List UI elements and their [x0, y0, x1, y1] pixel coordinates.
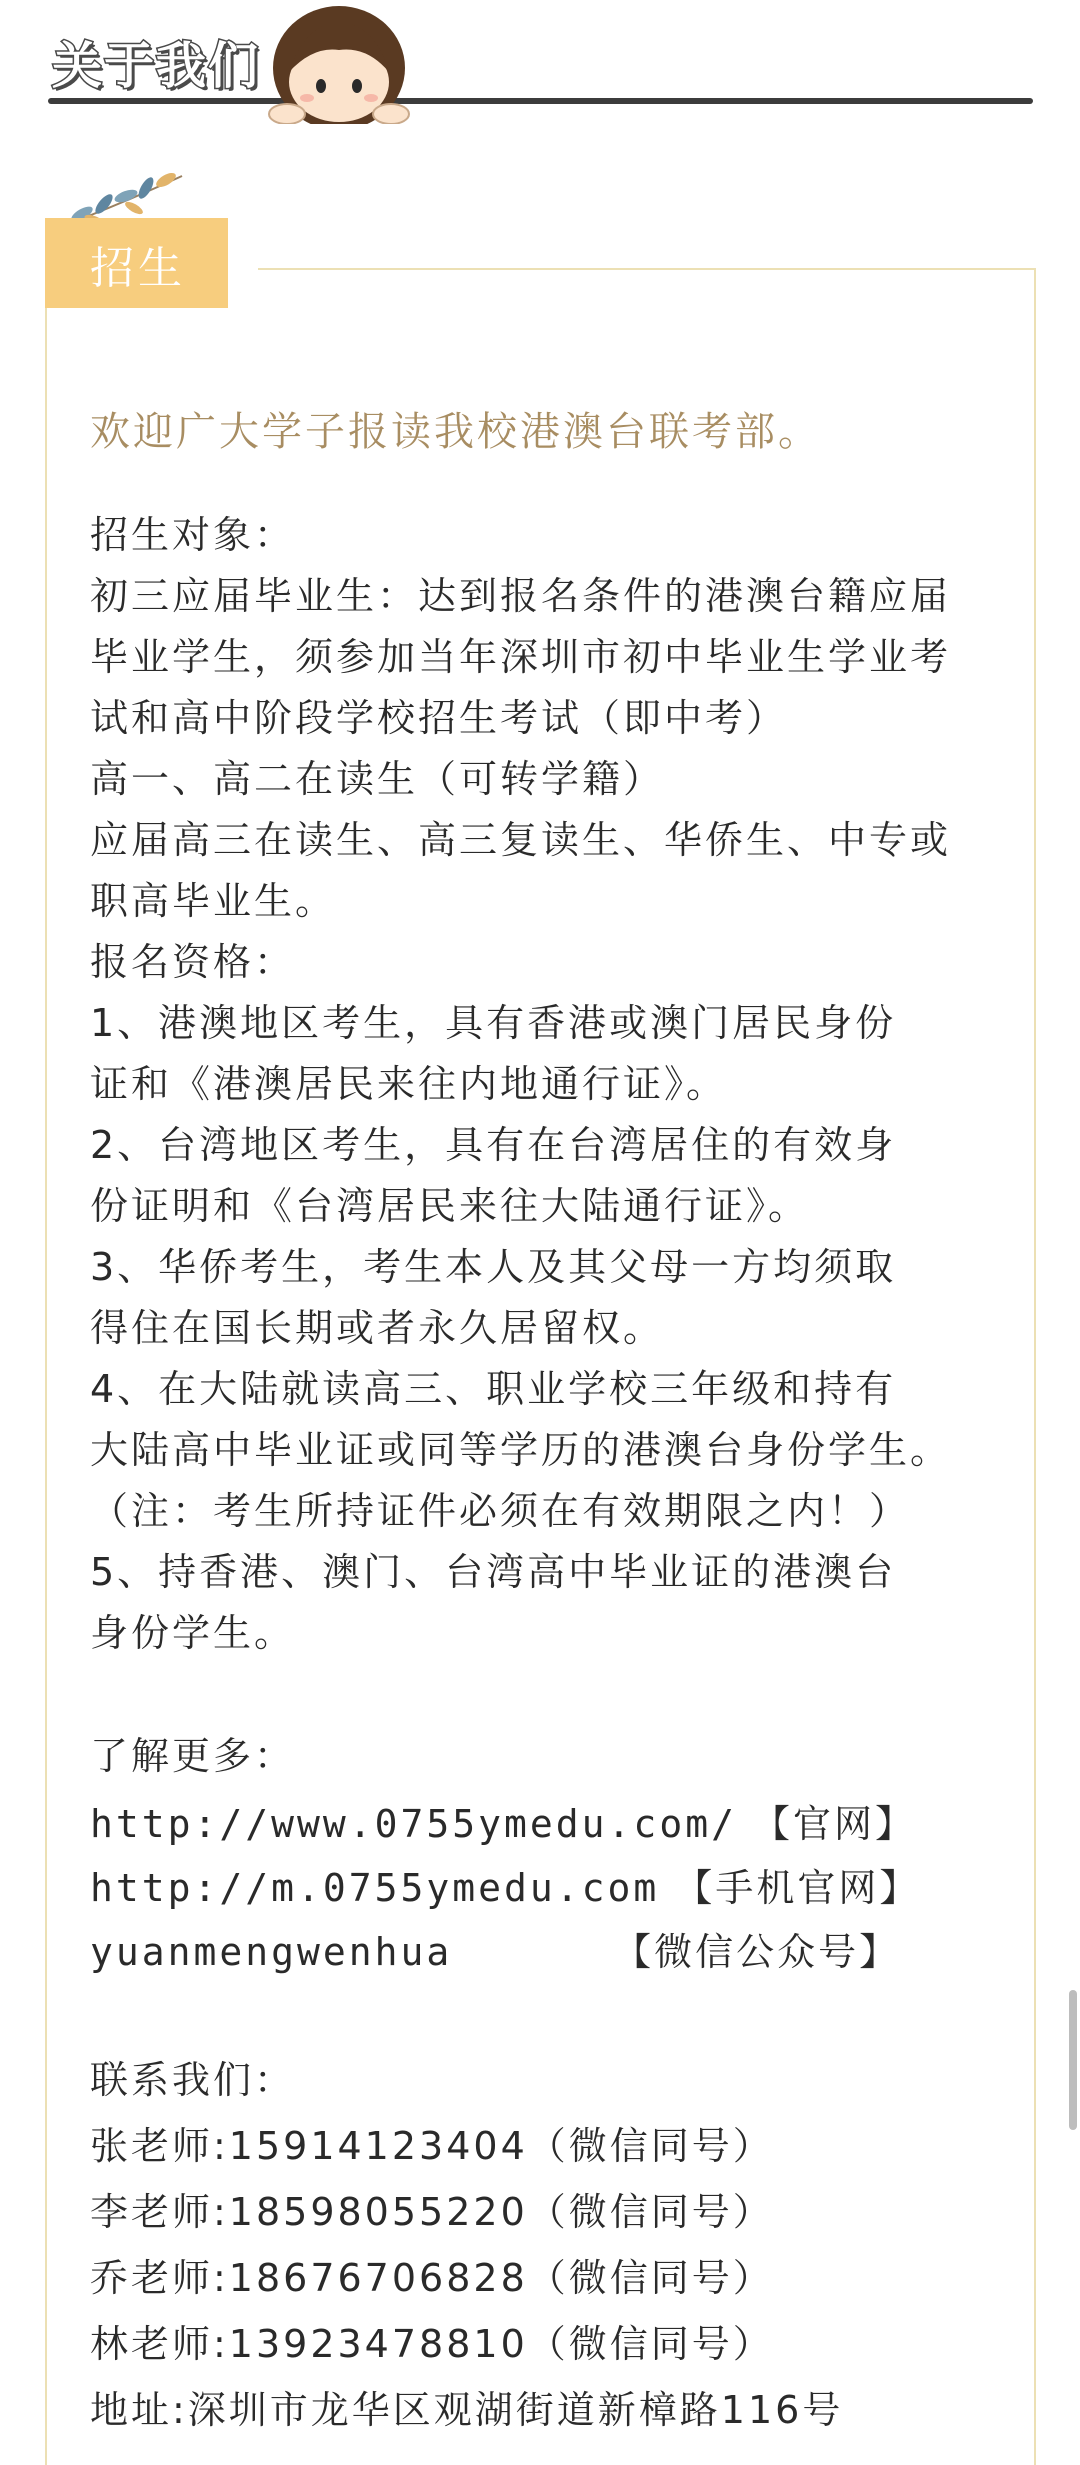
learn-more-title: 了解更多： — [90, 1734, 296, 1778]
body-line: 招生对象： — [90, 513, 296, 557]
header-banner — [0, 0, 1080, 135]
body-line: 应届高三在读生、高三复读生、华侨生、中专或 — [90, 818, 952, 862]
body-line: 证和《港澳居民来往内地通行证》。 — [90, 1062, 728, 1106]
link-row-mobile[interactable] — [90, 1858, 920, 1918]
link-row-wechat — [90, 1922, 900, 1982]
intro-text: 欢迎广大学子报读我校港澳台联考部。 — [90, 409, 821, 455]
frame-border-left — [45, 308, 47, 2465]
website-url[interactable]: http://www.0755ymedu.com/ — [90, 1802, 737, 1846]
body-line: 1、港澳地区考生，具有香港或澳门居民身份 — [90, 1001, 897, 1045]
header-title: 关于我们 — [52, 37, 260, 95]
address-item: 地址:深圳市龙华区观湖街道新樟路116号 — [90, 2388, 844, 2432]
girl-mascot-icon — [255, 2, 423, 124]
body-line: 4、在大陆就读高三、职业学校三年级和持有 — [90, 1367, 897, 1411]
mobile-label: 【手机官网】 — [674, 1866, 921, 1910]
wechat-label: 【微信公众号】 — [613, 1930, 901, 1974]
contact-title: 联系我们： — [90, 2058, 296, 2102]
section-tag-label: 招生 — [90, 243, 186, 294]
body-line: 身份学生。 — [90, 1611, 296, 1655]
body-line: 初三应届毕业生：达到报名条件的港澳台籍应届 — [90, 574, 952, 618]
wechat-id: yuanmengwenhua — [90, 1930, 453, 1974]
scrollbar-thumb[interactable] — [1069, 1990, 1077, 2130]
body-line: 3、华侨考生，考生本人及其父母一方均须取 — [90, 1245, 897, 1289]
body-line: 试和高中阶段学校招生考试（即中考） — [90, 696, 788, 740]
contact-item: 乔老师:18676706828（微信同号） — [90, 2256, 774, 2300]
frame-border-top — [258, 268, 1036, 270]
header-divider — [48, 98, 1033, 104]
body-line: 高一、高二在读生（可转学籍） — [90, 757, 665, 801]
website-label: 【官网】 — [752, 1802, 917, 1846]
body-line: （注：考生所持证件必须在有效期限之内！） — [90, 1489, 911, 1533]
body-line: 职高毕业生。 — [90, 879, 337, 923]
body-line: 份证明和《台湾居民来往大陆通行证》。 — [90, 1184, 810, 1228]
contact-item: 林老师:13923478810（微信同号） — [90, 2322, 774, 2366]
mobile-url[interactable]: http://m.0755ymedu.com — [90, 1866, 660, 1910]
body-line: 得住在国长期或者永久居留权。 — [90, 1306, 665, 1350]
body-line: 大陆高中毕业证或同等学历的港澳台身份学生。 — [90, 1428, 952, 1472]
contact-item: 李老师:18598055220（微信同号） — [90, 2190, 774, 2234]
frame-border-right — [1034, 268, 1036, 2465]
body-line: 毕业学生，须参加当年深圳市初中毕业生学业考 — [90, 635, 952, 679]
body-line: 2、台湾地区考生，具有在台湾居住的有效身 — [90, 1123, 897, 1167]
body-line: 报名资格： — [90, 940, 296, 984]
body-line: 5、持香港、澳门、台湾高中毕业证的港澳台 — [90, 1550, 897, 1594]
link-row-website[interactable] — [90, 1794, 916, 1854]
contact-item: 张老师:15914123404（微信同号） — [90, 2124, 774, 2168]
